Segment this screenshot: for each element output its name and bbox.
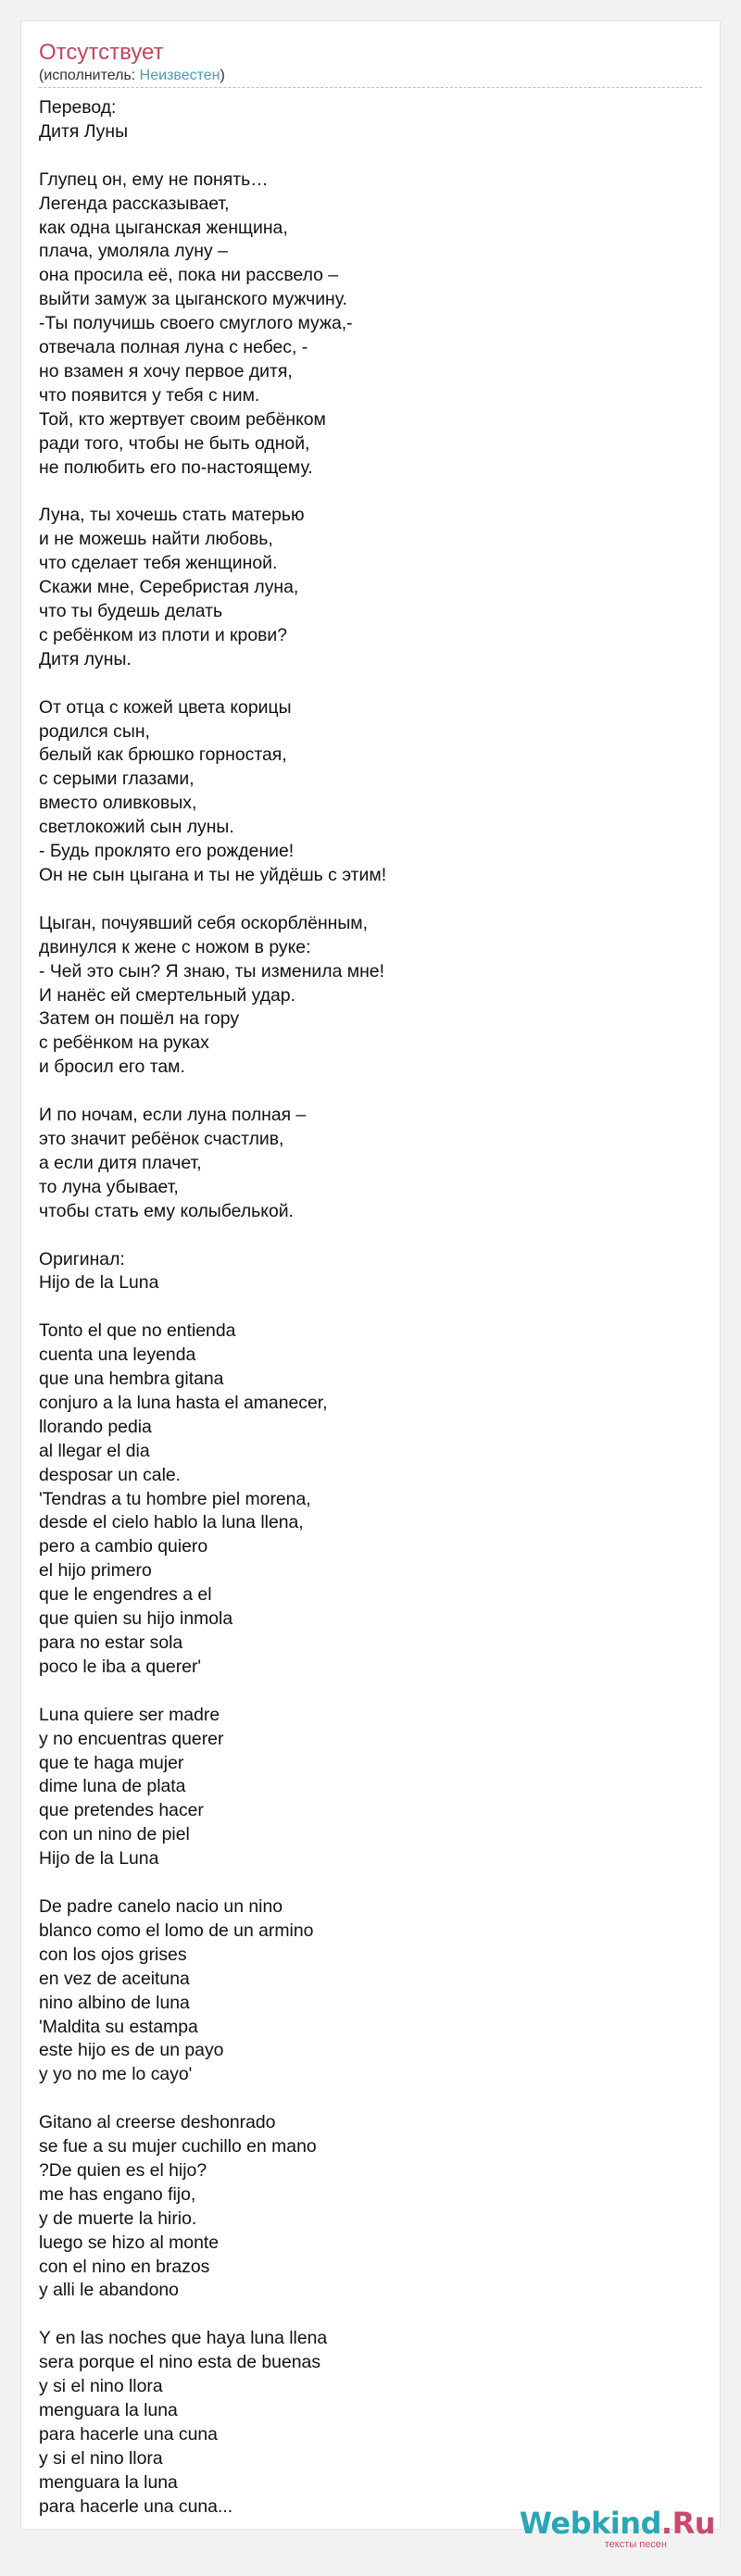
logo-tld: .Ru (660, 2506, 715, 2541)
artist-link[interactable]: Неизвестен (139, 68, 220, 83)
logo-wordmark (520, 2507, 715, 2539)
artist-prefix: (исполнитель: (39, 68, 140, 83)
logo-brand: Webkind (519, 2506, 661, 2541)
song-title: Отсутствует (39, 40, 164, 65)
site-logo[interactable] (520, 2507, 715, 2550)
artist-suffix: ) (220, 68, 225, 83)
title-divider (39, 87, 702, 88)
logo-tagline: тексты песен (604, 2539, 667, 2550)
artist-line (39, 67, 225, 85)
lyrics-text: Перевод: Дитя Луны Глупец он, ему не понять… Легенда рассказывает, как одна цыганская женщина, плача, умоляла луну – она просила её, пока ни рассвело – выйти замуж за цыганского мужчину. -Ты получишь своего смуглого мужа,- отвечала полная луна с небес, - но взамен я хочу первое дитя, что появится у тебя с ним. Той, кто жертвует своим ребёнком ради того, чтобы не быть одной, не полюбить его по-настоящему. Луна, ты хочешь стать матерью и не можешь найти любовь, что сделает тебя женщиной. Скажи мне, Серебристая луна, что ты будешь делать с ребёнком из плоти и крови? Дитя луны. От отца с кожей цвета корицы родился сын, белый как брюшко горностая, с серыми глазами, вместо оливковых, светлокожий сын луны. - Будь проклято его рождение! Он не сын цыгана и ты не уйдёшь с этим! Цыган, почуявший себя оскорблённым, двинулся к жене с ножом в руке: - Чей это сын? Я знаю, ты изменила мне! И нанёс ей смертельный удар. Затем он пошёл на гору с ребёнком на руках и бросил его там. И по ночам, если луна полная – это значит ребёнок счастлив, а если дитя плачет, то луна убывает, чтобы стать ему колыбелькой. Оригинал: Hijo de la Luna Tonto el que no entienda cuenta una leyenda que una hembra gitana conjuro a la luna hasta el amanecer, llorando pedia al llegar el dia desposar un cale. 'Tendras a tu hombre piel morena, desde el cielo hablo la luna llena, pero a cambio quiero el hijo primero que le engendres a el que quien su hijo inmola para no estar sola poco le iba a querer' Luna quiere ser madre y no encuentras querer que te haga mujer dime luna de plata que pretendes hacer con un nino de piel Hijo de la Luna De padre canelo nacio un nino blanco como el lomo de un armino con los ojos grises en vez de aceituna nino albino de luna 'Maldita su estampa este hijo es de un payo y yo no me lo cayo' Gitano al creerse deshonrado se fue a su mujer cuchillo en mano ?De quien es el hijo? me has engano fijo, y de muerte la hirio. luego se hizo al monte con el nino en brazos y alli le abandono Y en las noches que haya luna llena sera porque el nino esta de buenas y si el nino llora menguara la luna para hacerle una cuna y si el nino llora menguara la luna para hacerle una cuna... (39, 97, 387, 2517)
